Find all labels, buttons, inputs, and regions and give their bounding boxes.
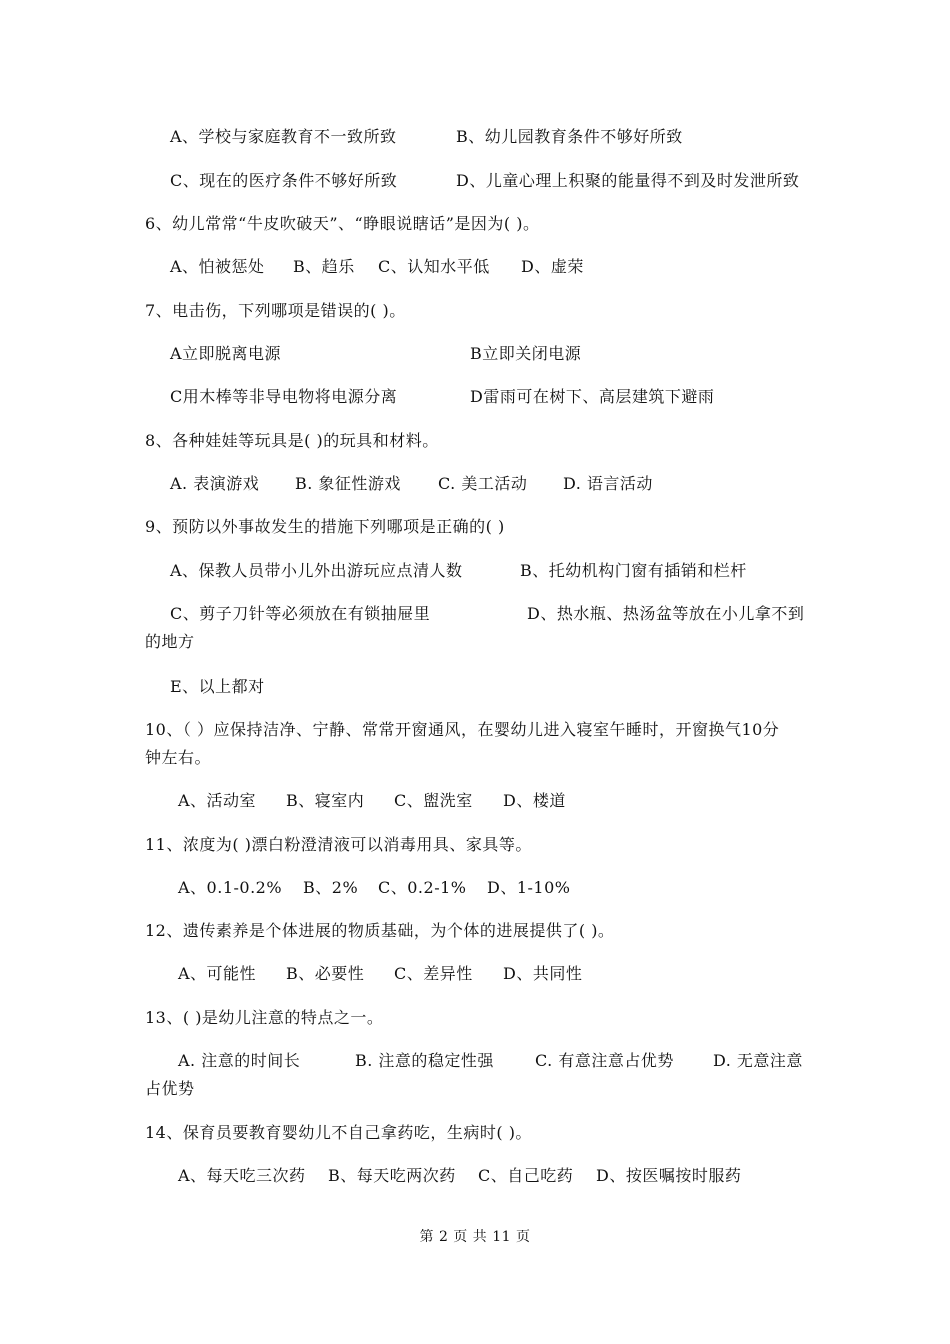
- q8-option-d: D. 语言活动: [563, 474, 653, 493]
- q5-option-d: D、儿童心理上积聚的能量得不到及时发泄所致: [456, 171, 800, 190]
- q6-stem: 6、幼儿常常“牛皮吹破天”、“睁眼说瞎话”是因为( )。: [145, 214, 540, 233]
- q14-option-a: A、每天吃三次药: [178, 1166, 306, 1185]
- q10-option-d: D、楼道: [503, 791, 566, 810]
- q6-option-b: B、趋乐: [293, 257, 355, 276]
- q9-option-d-continued: 的地方: [145, 632, 195, 651]
- q11-option-d: D、1-10%: [487, 878, 571, 897]
- q11-option-a: A、0.1-0.2%: [178, 878, 283, 897]
- q8-option-a: A. 表演游戏: [170, 474, 260, 493]
- q13-option-a: A. 注意的时间长: [178, 1051, 301, 1070]
- q6-option-d: D、虚荣: [521, 257, 584, 276]
- q5-option-c: C、现在的医疗条件不够好所致: [170, 171, 398, 190]
- q14-option-c: C、自己吃药: [478, 1166, 574, 1185]
- q9-option-b: B、托幼机构门窗有插销和栏杆: [520, 561, 747, 580]
- q5-option-b: B、幼儿园教育条件不够好所致: [456, 127, 683, 146]
- q8-option-c: C. 美工活动: [438, 474, 528, 493]
- q9-option-e: E、以上都对: [170, 677, 265, 696]
- q13-option-d-continued: 占优势: [145, 1079, 195, 1098]
- q12-stem: 12、遗传素养是个体进展的物质基础，为个体的进展提供了( )。: [145, 921, 615, 940]
- q12-option-a: A、可能性: [178, 964, 257, 983]
- q9-option-a: A、保教人员带小儿外出游玩应点清人数: [170, 561, 463, 580]
- q11-option-c: C、0.2-1%: [378, 878, 467, 897]
- q7-stem: 7、电击伤，下列哪项是错误的( )。: [145, 301, 406, 320]
- q11-option-b: B、2%: [303, 878, 359, 897]
- q9-option-c: C、剪子刀针等必须放在有锁抽屉里: [170, 604, 431, 623]
- q13-option-c: C. 有意注意占优势: [535, 1051, 674, 1070]
- page-footer: 第 2 页 共 11 页: [419, 1229, 531, 1245]
- q7-option-d: D雷雨可在树下、高层建筑下避雨: [470, 387, 715, 406]
- q10-stem-line-1: 10、（ ）应保持洁净、宁静、常常开窗通风，在婴幼儿进入寝室午睡时，开窗换气10分: [145, 720, 780, 739]
- q12-option-d: D、共同性: [503, 964, 583, 983]
- q11-stem: 11、浓度为( )漂白粉澄清液可以消毒用具、家具等。: [145, 835, 532, 854]
- q14-option-b: B、每天吃两次药: [328, 1166, 456, 1185]
- q7-option-c: C用木棒等非导电物将电源分离: [170, 387, 398, 406]
- q8-stem: 8、各种娃娃等玩具是( )的玩具和材料。: [145, 431, 439, 450]
- q14-option-d: D、按医嘱按时服药: [596, 1166, 742, 1185]
- q13-option-d: D. 无意注意: [713, 1051, 803, 1070]
- q14-stem: 14、保育员要教育婴幼儿不自己拿药吃，生病时( )。: [145, 1123, 532, 1142]
- q10-option-a: A、活动室: [178, 791, 257, 810]
- q10-option-c: C、盥洗室: [394, 791, 473, 810]
- q6-option-a: A、怕被惩处: [170, 257, 265, 276]
- q7-option-b: B立即关闭电源: [470, 344, 582, 363]
- q9-option-d: D、热水瓶、热汤盆等放在小儿拿不到: [527, 604, 805, 623]
- q8-option-b: B. 象征性游戏: [295, 474, 401, 493]
- q13-option-b: B. 注意的稳定性强: [355, 1051, 494, 1070]
- q13-stem: 13、( )是幼儿注意的特点之一。: [145, 1008, 384, 1027]
- q6-option-c: C、认知水平低: [378, 257, 490, 276]
- q10-option-b: B、寝室内: [286, 791, 365, 810]
- q12-option-b: B、必要性: [286, 964, 365, 983]
- q9-stem: 9、预防以外事故发生的措施下列哪项是正确的( ): [145, 517, 505, 536]
- q5-option-a: A、学校与家庭教育不一致所致: [170, 127, 397, 146]
- q12-option-c: C、差异性: [394, 964, 473, 983]
- q7-option-a: A立即脱离电源: [170, 344, 282, 363]
- q10-stem-line-2: 钟左右。: [145, 748, 212, 767]
